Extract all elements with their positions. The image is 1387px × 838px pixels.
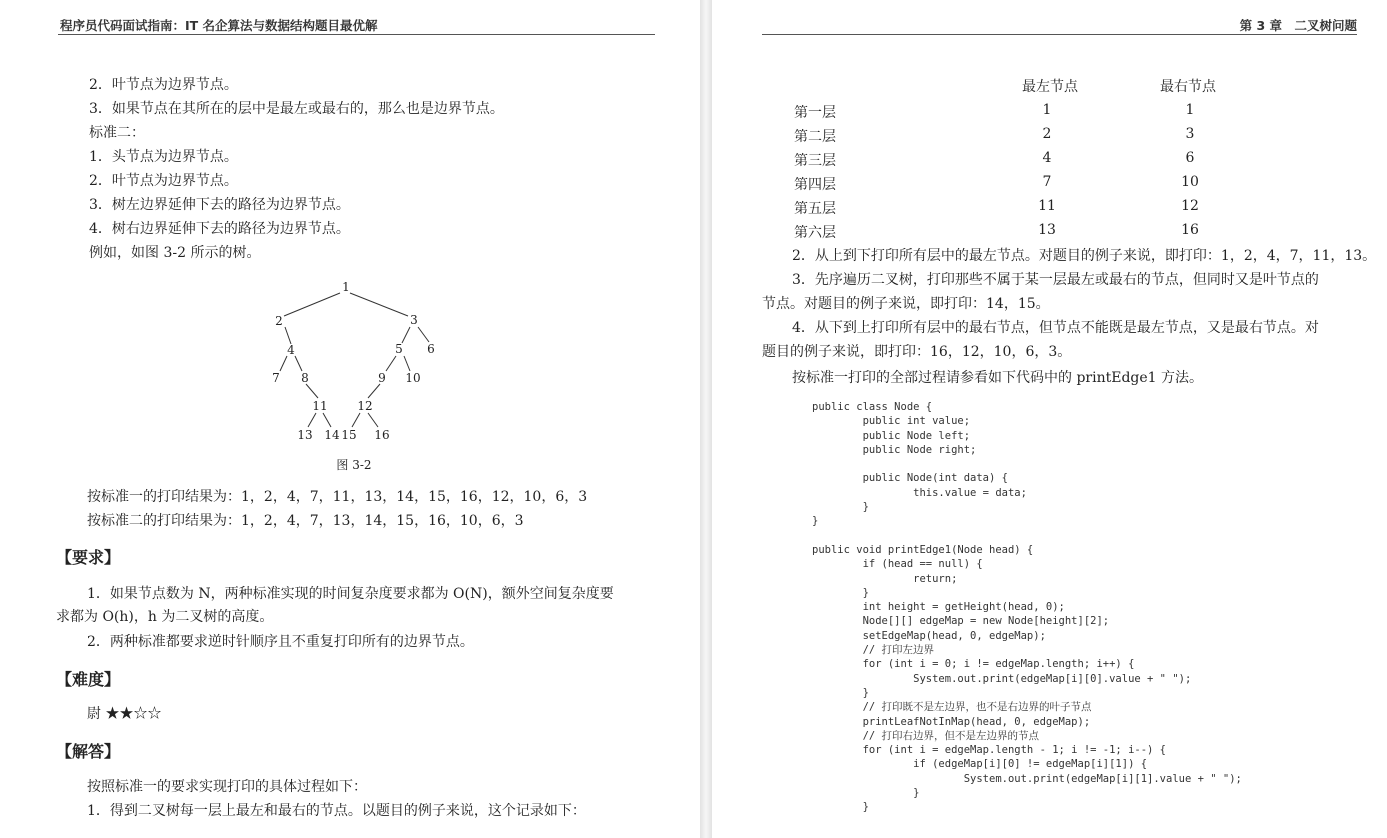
col-header-leftmost: 最左节点: [1022, 79, 1078, 95]
tree-node: 2: [275, 314, 283, 328]
cell-leftmost: 7: [1042, 174, 1052, 190]
page-gutter: [700, 0, 712, 838]
tree-node: 12: [357, 399, 373, 413]
cell-rightmost: 3: [1185, 126, 1195, 142]
left-running-header: 程序员代码面试指南：IT 名企算法与数据结构题目最优解: [60, 18, 378, 33]
cell-rightmost: 10: [1181, 174, 1199, 190]
text-line: 3．先序遍历二叉树，打印那些不属于某一层最左或最右的节点，但同时又是叶节点的: [792, 272, 1319, 288]
difficulty-heading: 【难度】: [56, 670, 121, 689]
tree-node: 14: [324, 428, 340, 442]
cell-leftmost: 11: [1038, 198, 1056, 214]
text-line: 按标准一打印的全部过程请参看如下代码中的 printEdge1 方法。: [792, 370, 1204, 386]
tree-node: 13: [297, 428, 313, 442]
cell-rightmost: 6: [1185, 150, 1195, 166]
cell-leftmost: 2: [1042, 126, 1052, 142]
tree-node: 9: [378, 371, 386, 385]
cell-rightmost: 16: [1181, 222, 1199, 238]
text-line: 2．叶节点为边界节点。: [89, 77, 238, 93]
requirements-heading: 【要求】: [56, 548, 121, 567]
right-running-header: 第 3 章 二叉树问题: [1239, 18, 1357, 33]
tree-node: 4: [287, 343, 295, 357]
tree-node: 16: [374, 428, 390, 442]
tree-node: 6: [427, 342, 435, 356]
binary-tree-figure: [0, 0, 700, 480]
text-line: 题目的例子来说，即打印：16，12，10，6，3。: [762, 344, 1072, 360]
row-label: 第三层: [794, 153, 836, 169]
tree-node: 8: [301, 371, 309, 385]
text-line: 2．两种标准都要求逆时针顺序且不重复打印所有的边界节点。: [87, 634, 474, 650]
answer-heading: 【解答】: [56, 742, 121, 761]
cell-rightmost: 1: [1185, 102, 1195, 118]
cell-rightmost: 12: [1181, 198, 1199, 214]
difficulty-rating: 尉 ★★☆☆: [87, 706, 162, 722]
code-block: public class Node { public int value; public Node left; public Node right; public Node(int data) { this.value = data; } } public void printEdge1(Node head) { if (head == null) { return; } int height = getHeight(head, 0); Node[][] edgeMap = new Node[height][2]; setEdgeMap(head, 0, edgeMap); // 打印左边界 for (int i = 0; i != edgeMap.length; i++) { System.out.print(edgeMap[i][0].value + " "); } // 打印既不是左边界，也不是右边界的叶子节点 printLeafNotInMap(head, 0, edgeMap); // 打印右边界，但不是左边界的节点 for (int i = edgeMap.length - 1; i != -1; i--) { if (edgeMap[i][0] != edgeMap[i][1]) { System.out.print(edgeMap[i][1].value + " "); } }: [812, 401, 1242, 814]
text-line: 求都为 O(h)，h 为二叉树的高度。: [56, 609, 274, 625]
tree-node: 15: [341, 428, 357, 442]
tree-node: 1: [342, 280, 350, 294]
text-line: 1．如果节点数为 N，两种标准实现的时间复杂度要求都为 O(N)，额外空间复杂度要: [87, 586, 614, 602]
text-line: 4．从下到上打印所有层中的最右节点，但节点不能既是最左节点，又是最右节点。对: [792, 320, 1319, 336]
text-line: 1．头节点为边界节点。: [89, 149, 238, 165]
text-line: 3．如果节点在其所在的层中是最左或最右的，那么也是边界节点。: [89, 101, 504, 117]
text-line: 2．从上到下打印所有层中的最左节点。对题目的例子来说，即打印：1，2，4，7，11，13。: [792, 248, 1377, 264]
cell-leftmost: 13: [1038, 222, 1056, 238]
col-header-rightmost: 最右节点: [1160, 79, 1216, 95]
right-page: [712, 0, 1387, 838]
text-line: 标准二：: [89, 125, 145, 141]
tree-node: 10: [405, 371, 421, 385]
tree-node: 5: [395, 342, 403, 356]
cell-leftmost: 1: [1042, 102, 1052, 118]
tree-node: 3: [410, 313, 418, 327]
text-line: 按照标准一的要求实现打印的具体过程如下：: [87, 779, 367, 795]
result-standard-2: 按标准二的打印结果为：1，2，4，7，13，14，15，16，10，6，3: [87, 513, 524, 529]
row-label: 第一层: [794, 105, 836, 121]
row-label: 第六层: [794, 225, 836, 241]
text-line: 1．得到二叉树每一层上最左和最右的节点。以题目的例子来说，这个记录如下：: [87, 803, 586, 819]
row-label: 第五层: [794, 201, 836, 217]
text-line: 2．叶节点为边界节点。: [89, 173, 238, 189]
result-standard-1: 按标准一的打印结果为：1，2，4，7，11，13，14，15，16，12，10，6，3: [87, 489, 588, 505]
row-label: 第二层: [794, 129, 836, 145]
tree-node: 11: [312, 399, 328, 413]
text-line: 例如，如图 3-2 所示的树。: [89, 245, 261, 261]
header-rule: [762, 34, 1357, 35]
figure-caption: 图 3-2: [336, 458, 372, 472]
tree-node: 7: [272, 371, 280, 385]
cell-leftmost: 4: [1042, 150, 1052, 166]
text-line: 节点。对题目的例子来说，即打印：14，15。: [762, 296, 1050, 312]
text-line: 3．树左边界延伸下去的路径为边界节点。: [89, 197, 350, 213]
row-label: 第四层: [794, 177, 836, 193]
text-line: 4．树右边界延伸下去的路径为边界节点。: [89, 221, 350, 237]
